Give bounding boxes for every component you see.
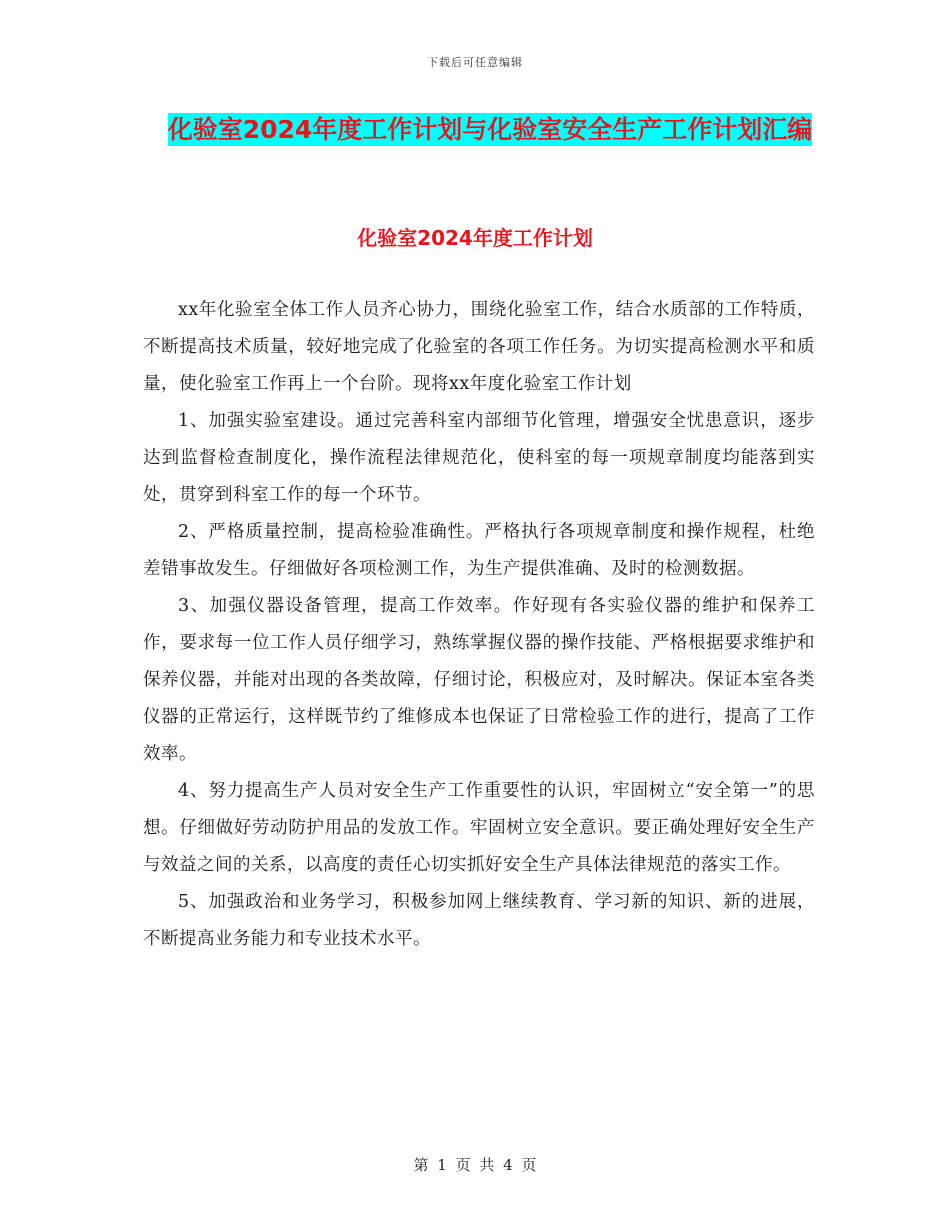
document-body: [143, 292, 815, 958]
page-number: 第 1 页 共 4 页: [413, 1156, 537, 1174]
paragraph-item-5: 5、加强政治和业务学习，积极参加网上继续教育、学习新的知识、新的进展，不断提高业务能力和专业技术水平。: [143, 892, 815, 949]
header-note: 下载后可任意编辑: [427, 56, 523, 69]
paragraph-item-2: 2、严格质量控制，提高检验准确性。严格执行各项规章制度和操作规程，杜绝差错事故发生。仔细做好各项检测工作，为生产提供准确、及时的检测数据。: [143, 522, 815, 579]
paragraph-item-1: 1、加强实验室建设。通过完善科室内部细节化管理，增强安全忧患意识，逐步达到监督检查制度化，操作流程法律规范化，使科室的每一项规章制度均能落到实处，贯穿到科室工作的每一个环节。: [143, 411, 815, 505]
paragraph-item-4: 4、努力提高生产人员对安全生产工作重要性的认识，牢固树立“安全第一”的思想。仔细做好劳动防护用品的发放工作。牢固树立安全意识。要正确处理好安全生产与效益之间的关系，以高度的责任心切实抓好安全生产具体法律规范的落实工作。: [143, 781, 815, 875]
paragraph-item-3: 3、加强仪器设备管理，提高工作效率。作好现有各实验仪器的维护和保养工作，要求每一位工作人员仔细学习，熟练掌握仪器的操作技能、严格根据要求维护和保养仪器，并能对出现的各类故障，仔细讨论，积极应对，及时解决。保证本室各类仪器的正常运行，这样既节约了维修成本也保证了日常检验工作的进行，提高了工作效率。: [143, 596, 815, 764]
paragraph-intro: xx年化验室全体工作人员齐心协力，围绕化验室工作，结合水质部的工作特质，不断提高技术质量，较好地完成了化验室的各项工作任务。为切实提高检测水平和质量，使化验室工作再上一个台阶。现将xx年度化验室工作计划: [143, 300, 815, 394]
document-title-text: 化验室2024年度工作计划与化验室安全生产工作计划汇编: [167, 115, 813, 144]
document-title: [150, 108, 830, 152]
section-title: 化验室2024年度工作计划: [357, 226, 593, 250]
